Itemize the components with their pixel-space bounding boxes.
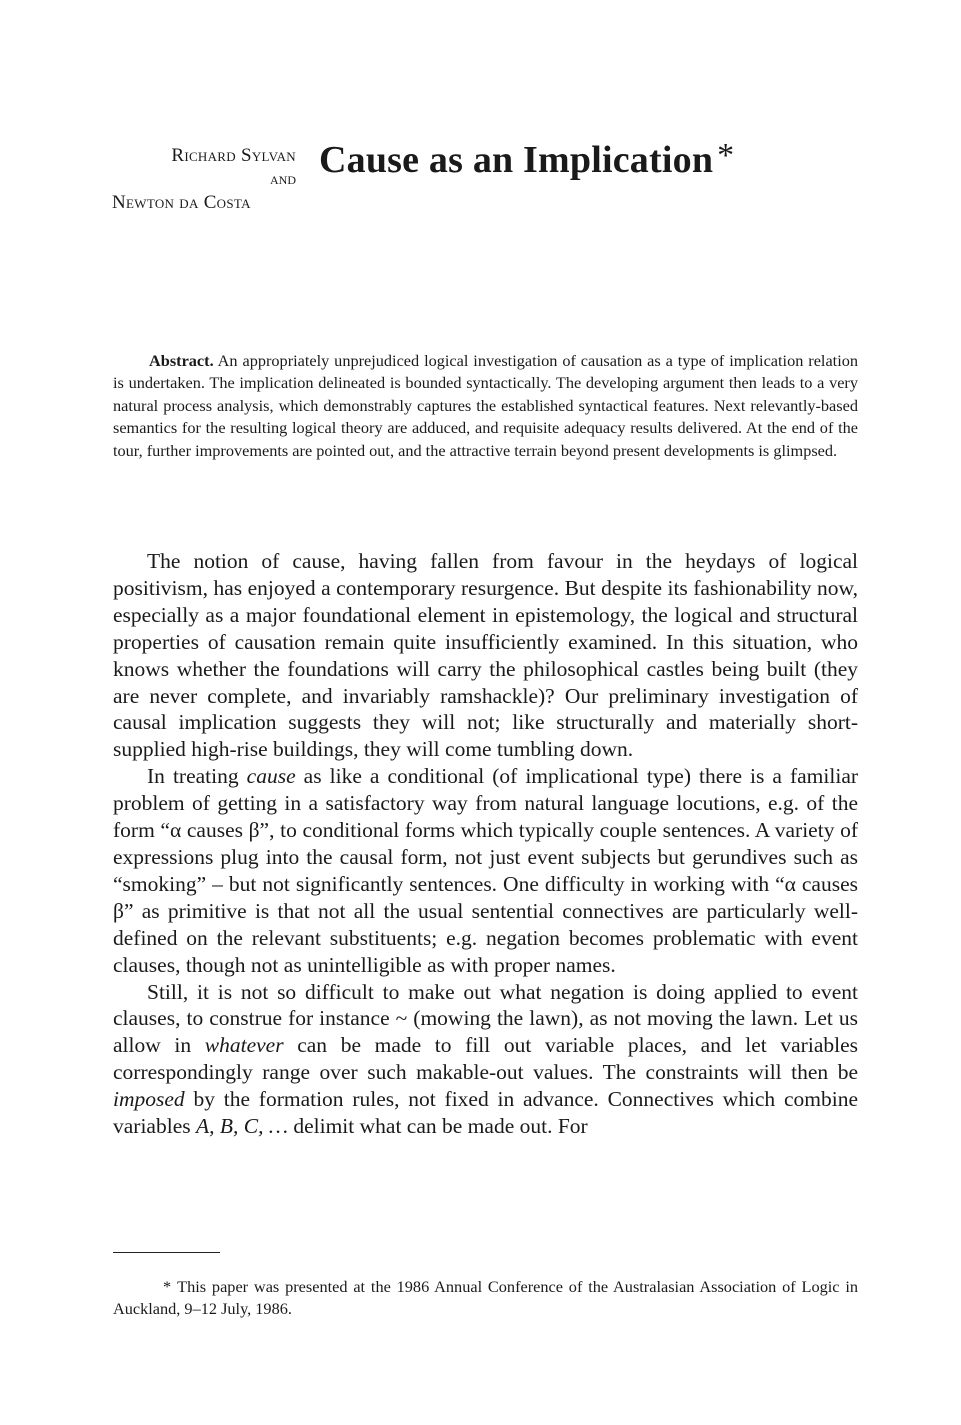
paper-title-text: Cause as an Implication — [319, 139, 714, 181]
footnote — [113, 1276, 858, 1320]
abstract-text: An appropriately unprejudiced logical investigation of causation as a type of implication relation is undertaken. The implication delineated is bounded syntactically. The developing argument then leads to a very natural process analysis, which demonstrably captures the established syntactical features. Next relevantly-based semantics for the resulting logical theory are adduced, and requisite adequacy results delivered. At the end of the tour, further improvements are pointed out, and the attractive terrain beyond present developments is glimpsed. — [113, 351, 858, 460]
p3-variables: A, B, C, … — [195, 1114, 288, 1139]
p2-text-a: In treating — [147, 764, 239, 789]
abstract — [113, 350, 858, 462]
abstract-label: Abstract. — [149, 351, 214, 370]
p2-emphasis: cause — [246, 764, 296, 789]
p3-text-c: by the formation rules, not fixed in advance. Connectives which combine variables — [113, 1087, 858, 1139]
body-text — [113, 548, 858, 1140]
footnote-marker: * — [163, 1277, 172, 1296]
p3-emphasis-2: imposed — [113, 1087, 185, 1112]
author-name-1: Richard Sylvan — [171, 145, 296, 166]
p2-text-b: as like a conditional (of implicational type) there is a familiar problem of getting in a satisfactory way from natural language locutions, e.g. of the form “α causes β”, to conditional forms which typically couple sentences. A variety of expressions plug into the causal form, not just event subjects but gerundives such as “smoking” – but not significantly sentences. One difficulty in working with “α causes β” as primitive is that not all the usual sentential connectives are particularly well-defined on the relevant substituents; e.g. negation becomes problematic with event clauses, though not as unintelligible as with proper names. — [113, 764, 859, 977]
p3-text-d: delimit what can be made out. For — [293, 1114, 588, 1139]
title-footnote-marker: * — [717, 137, 735, 174]
paragraph-2 — [113, 763, 858, 978]
author-conjunction: and — [270, 169, 296, 188]
paragraph-3 — [113, 979, 858, 1140]
paper-title — [319, 132, 734, 184]
paragraph-1: The notion of cause, having fallen from favour in the heydays of logical positivism, has enjoyed a contemporary resurgence. But despite its fashionability now, especially as a major foundational element in epistemology, the logical and structural properties of causation remain quite insufficiently examined. In this situation, who knows whether the foundations will carry the philosophical castles being built (they are never complete, and invariably ramshackle)? Our preliminary investigation of causal implication suggests they will not; like structurally and materially short-supplied high-rise buildings, they will come tumbling down. — [113, 549, 858, 762]
author-name-2: Newton da Costa — [112, 192, 251, 213]
p3-text-a: Still, it is not so difficult to make out what negation is doing applied to event clauses, to construe for instance ~ (mowing the lawn), as not moving the lawn. Let us allow in — [113, 979, 858, 1058]
footnote-text: This paper was presented at the 1986 Annual Conference of the Australasian Association of Logic in Auckland, 9–12 July, 1986. — [113, 1277, 858, 1318]
p3-emphasis-1: whatever — [204, 1033, 284, 1058]
author-block — [112, 142, 296, 216]
p3-text-b: can be made to fill out variable places, and let variables correspondingly range over such makable-out values. The constraints will then be — [113, 1033, 858, 1085]
footnote-divider — [113, 1252, 220, 1253]
